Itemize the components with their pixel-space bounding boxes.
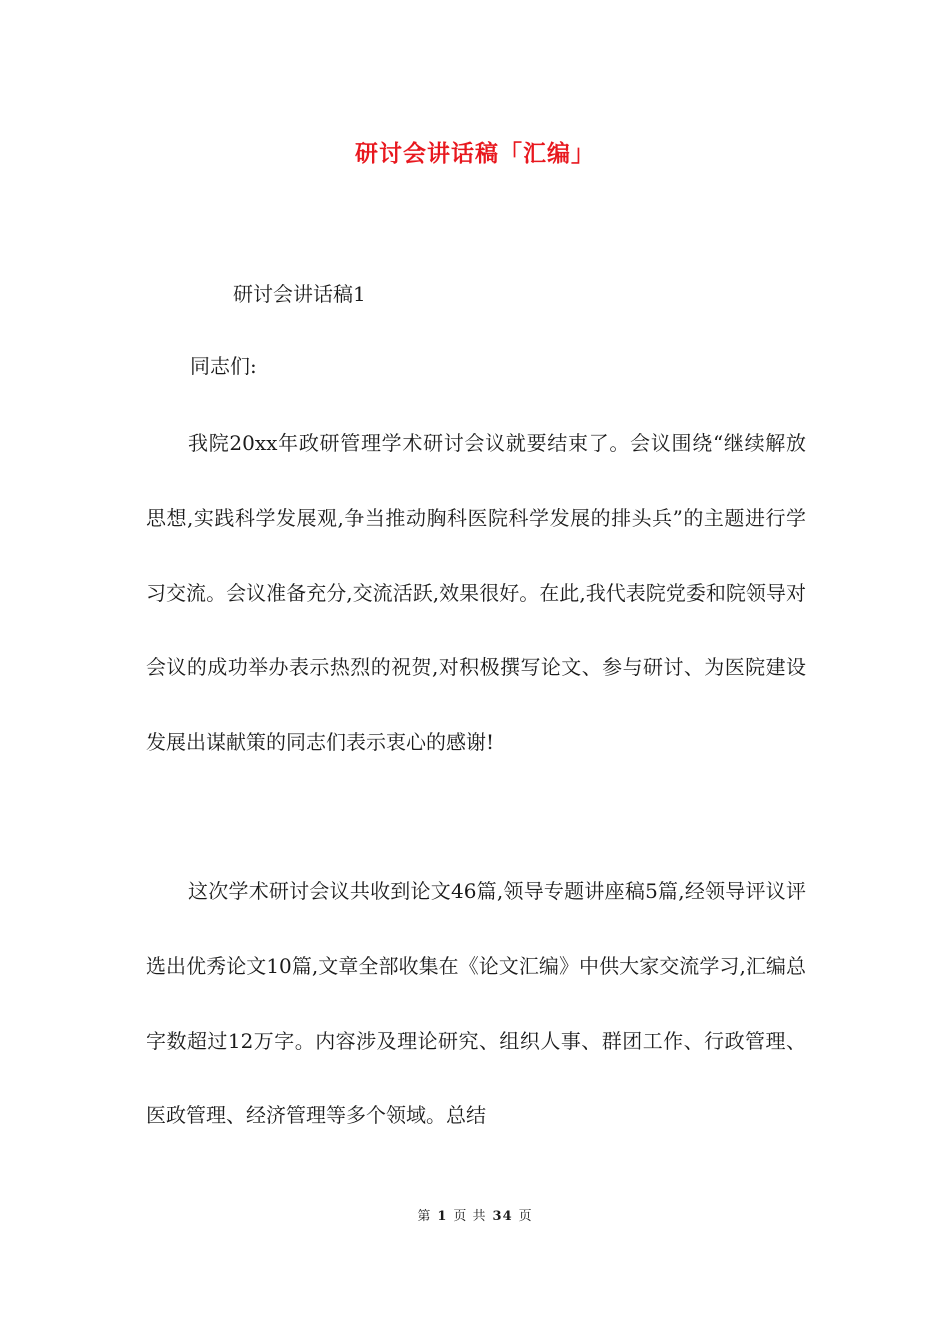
footer-prefix: 第: [417, 1209, 432, 1224]
page-footer: [0, 1207, 950, 1227]
document-title: 研讨会讲话稿「汇编」: [355, 140, 595, 167]
footer-total-pages: 34: [492, 1209, 513, 1224]
footer-middle: 页 共: [453, 1209, 487, 1224]
body-paragraph: 这次学术研讨会议共收到论文46篇,领导专题讲座稿5篇,经领导评议评选出优秀论文10篇,文章全部收集在《论文汇编》中供大家交流学习,汇编总字数超过12万字。内容涉及理论研究、组织人事、群团工作、行政管理、医政管理、经济管理等多个领域。总结: [146, 879, 806, 1128]
footer-current-page: 1: [437, 1209, 448, 1224]
section-heading: 研讨会讲话稿1: [233, 282, 366, 306]
body-paragraph: 我院20xx年政研管理学术研讨会议就要结束了。会议围绕“继续解放思想,实践科学发展观,争当推动胸科医院科学发展的排头兵”的主题进行学习交流。会议准备充分,交流活跃,效果很好。在此,我代表院党委和院领导对会议的成功举办表示热烈的祝贺,对积极撰写论文、参与研讨、为医院建设发展出谋献策的同志们表示衷心的感谢!: [146, 431, 806, 755]
salutation: 同志们:: [190, 354, 257, 378]
footer-suffix: 页: [518, 1209, 533, 1224]
